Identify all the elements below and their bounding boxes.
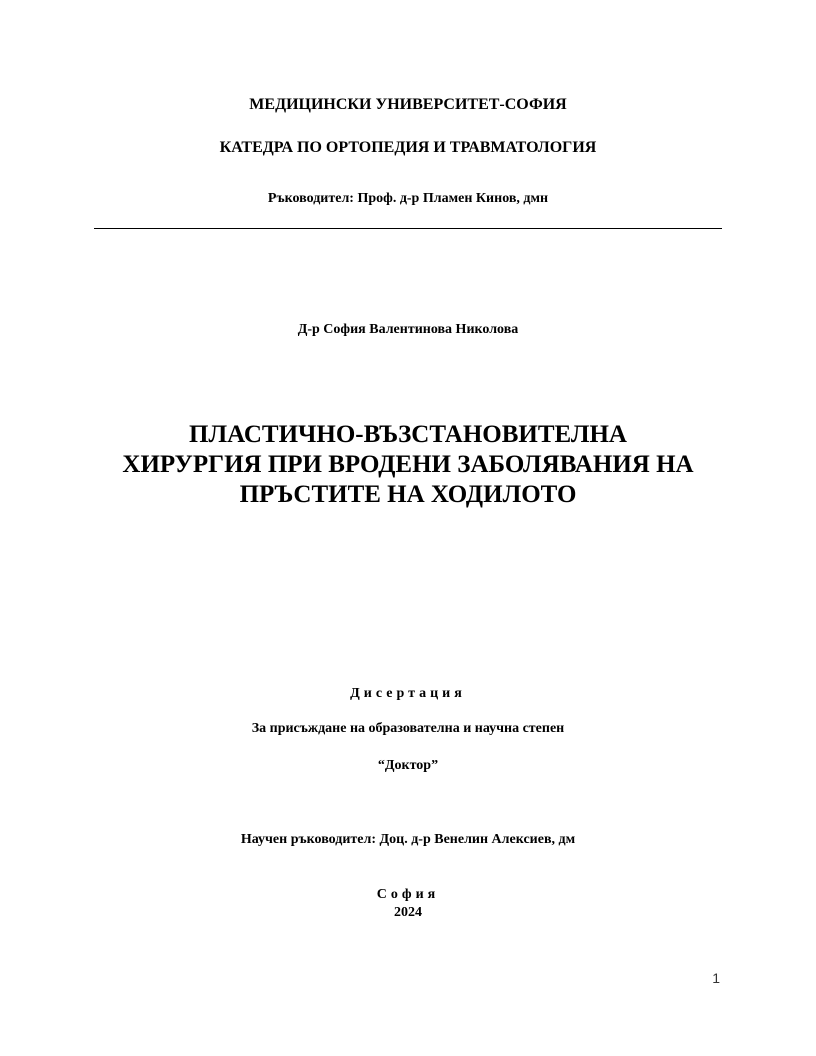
author-name: Д-р София Валентинова Николова xyxy=(297,322,519,337)
title-line-1: ПЛАСТИЧНО-ВЪЗСТАНОВИТЕЛНА xyxy=(189,421,627,448)
department-head: Ръководител: Проф. д-р Пламен Кинов, дмн xyxy=(267,191,549,206)
scientific-supervisor: Научен ръководител: Доц. д-р Венелин Алексиев, дм xyxy=(240,832,576,847)
dissertation-label: Дисертация xyxy=(350,686,466,701)
header-divider xyxy=(94,228,722,229)
city: София xyxy=(376,887,440,902)
degree-purpose: За присъждане на образователна и научна степен xyxy=(251,721,565,736)
university-name: МЕДИЦИНСКИ УНИВЕРСИТЕТ-СОФИЯ xyxy=(249,96,567,113)
department-name: КАТЕДРА ПО ОРТОПЕДИЯ И ТРАВМАТОЛОГИЯ xyxy=(219,139,597,156)
year: 2024 xyxy=(394,905,422,920)
title-line-2: ХИРУРГИЯ ПРИ ВРОДЕНИ ЗАБОЛЯВАНИЯ НА xyxy=(122,451,694,478)
page-number: 1 xyxy=(712,970,720,986)
title-line-3: ПРЪСТИТЕ НА ХОДИЛОТО xyxy=(239,481,577,508)
dissertation-title xyxy=(60,420,756,510)
degree-name: “Доктор” xyxy=(377,758,439,773)
